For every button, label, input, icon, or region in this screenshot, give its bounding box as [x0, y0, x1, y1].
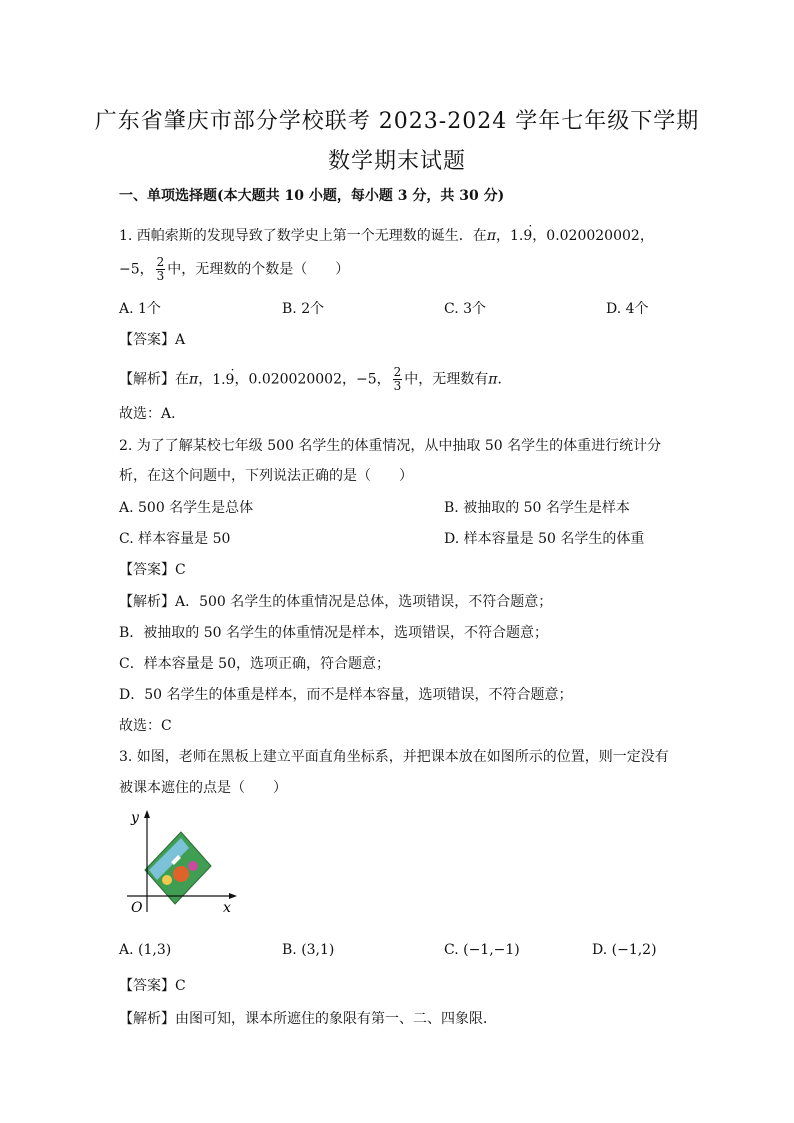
q2-analysis-3: C．样本容量是 50，选项正确，符合题意； — [119, 656, 390, 672]
q2-analysis-4: D．50 名学生的体重是样本，而不是样本容量，选项错误，不符合题意； — [119, 687, 573, 703]
q3-option-d[interactable]: D. (−1,2) — [592, 942, 657, 958]
q1-stem-line1: 1. 西帕索斯的发现导致了数学史上第一个无理数的诞生．在π，1.9 ·，0.020020002， — [119, 226, 654, 246]
q2-answer: 【答案】C — [119, 562, 186, 578]
q1-option-b[interactable]: B. 2个 — [282, 301, 325, 317]
section-heading: 一、单项选择题(本大题共 10 小题，每小题 3 分，共 30 分) — [119, 188, 505, 204]
q1-stem-text: 1. 西帕索斯的发现导致了数学史上第一个无理数的诞生．在 — [119, 228, 487, 244]
q2-option-c[interactable]: C. 样本容量是 50 — [119, 531, 231, 547]
q2-stem-line1: 2. 为了了解某校七年级 500 名学生的体重情况，从中抽取 50 名学生的体重进行统计分 — [119, 438, 662, 454]
q1-choose: 故选：A． — [119, 406, 186, 422]
paper-title-line2: 数学期末试题 — [327, 149, 466, 174]
q1-option-d[interactable]: D. 4个 — [606, 301, 649, 317]
q3-option-b[interactable]: B. (3,1) — [282, 942, 335, 958]
q2-choose: 故选：C — [119, 718, 172, 734]
q1-stem-end: 中，无理数的个数是（ ） — [167, 261, 350, 278]
q3-answer: 【答案】C — [119, 978, 186, 994]
q2-option-d[interactable]: D. 样本容量是 50 名学生的体重 — [444, 531, 645, 547]
q1-repeating: 1.9 · — [510, 226, 532, 246]
q3-stem-line1: 3. 如图，老师在黑板上建立平面直角坐标系，并把课本放在如图所示的位置，则一定没有 — [119, 749, 669, 765]
paper-title-line1: 广东省肇庆市部分学校联考 2023-2024 学年七年级下学期 — [94, 109, 700, 134]
y-axis-label: y — [131, 810, 139, 826]
q1-pi: π — [486, 228, 497, 244]
q2-option-a[interactable]: A. 500 名学生是总体 — [119, 500, 254, 516]
q1-analysis: 【解析】在π，1.9 ·，0.020020002，−5， $\frac{2}{3}$ 中，无理数有π． — [119, 366, 511, 393]
q2-analysis-1: 【解析】A．500 名学生的体重情况是总体，选项错误，不符合题意； — [119, 594, 553, 610]
q1-analysis-pi: π — [189, 371, 199, 388]
q2-option-b[interactable]: B. 被抽取的 50 名学生是样本 — [444, 500, 630, 516]
q3-option-c[interactable]: C. (−1,−1) — [444, 942, 520, 958]
origin-label: O — [131, 900, 143, 916]
q3-option-a[interactable]: A. (1,3) — [119, 942, 172, 958]
q1-stem-line2: −5， $\frac{2}{3}$ 中，无理数的个数是（ ） — [119, 255, 350, 283]
q2-stem-line2: 析，在这个问题中，下列说法正确的是（ ） — [119, 468, 413, 484]
q1-answer: 【答案】A — [119, 332, 186, 348]
coordinate-figure — [119, 808, 249, 918]
x-axis-label: x — [223, 900, 231, 916]
q3-stem-line2: 被课本遮住的点是（ ） — [119, 780, 287, 796]
q1-option-a[interactable]: A. 1个 — [119, 301, 161, 317]
textbook-image — [145, 832, 211, 904]
q1-decimal: 0.020020002 — [546, 228, 640, 244]
q3-analysis: 【解析】由图可知，课本所遮住的象限有第一、二、四象限． — [119, 1011, 497, 1027]
q1-fraction: $\frac{2}{3}$ — [156, 255, 165, 283]
q1-option-c[interactable]: C. 3个 — [444, 301, 487, 317]
q2-analysis-2: B．被抽取的 50 名学生的体重情况是样本，选项错误，不符合题意； — [119, 625, 549, 641]
q1-neg: −5 — [119, 261, 140, 278]
